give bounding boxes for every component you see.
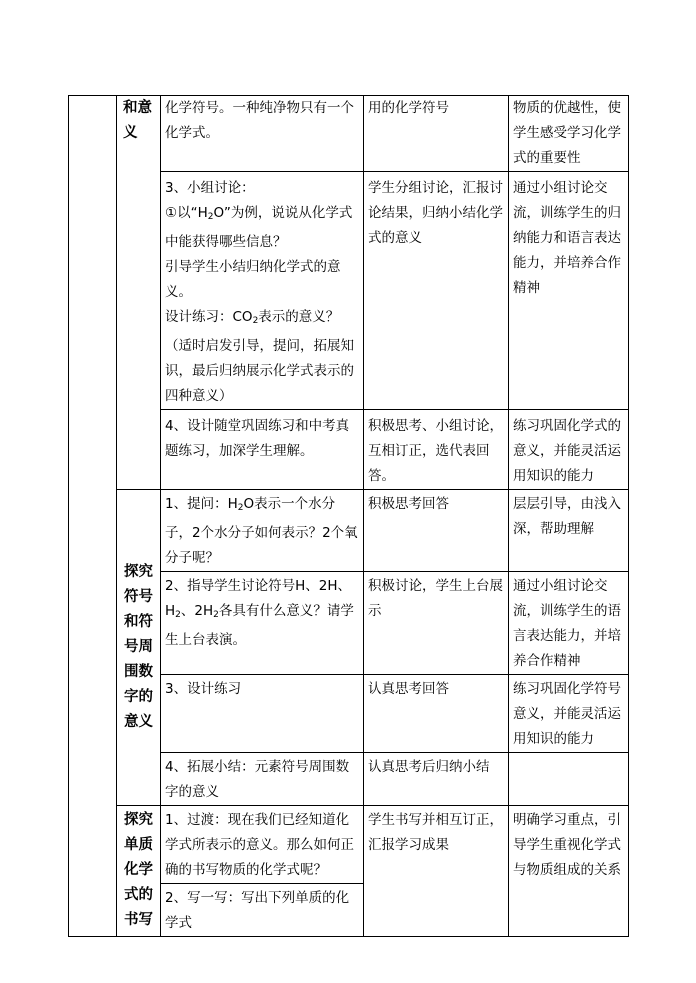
design-intent-cell xyxy=(509,572,629,675)
cell-text: 积极思考、小组讨论，互相订正，选代表回答。 xyxy=(368,418,503,484)
subscript: 2 xyxy=(207,212,214,222)
text-part: 表示的意义？（适时启发引导，提问，拓展知识，最后归纳展示化学式表示的四种意义） xyxy=(165,309,354,404)
cell-text: 3、小组讨论： xyxy=(165,180,255,196)
teacher-activity-cell xyxy=(161,675,364,753)
student-activity-cell xyxy=(364,96,509,172)
student-activity-cell xyxy=(364,806,509,937)
cell-text: 认真思考回答 xyxy=(368,681,449,697)
text-part: 各具有什么意义？请学生上台表演。 xyxy=(165,603,354,648)
cell-text: 通过小组讨论交流，训练学生的归纳能力和语言表达能力，并培养合作精神 xyxy=(513,180,621,296)
text-part: 2、指导学生讨论符号H、2H、H xyxy=(165,578,351,619)
subscript: 2 xyxy=(237,503,244,513)
cell-text: 学生分组讨论，汇报讨论结果，归纳小结化学式的意义 xyxy=(368,180,503,246)
design-intent-cell xyxy=(509,410,629,490)
teacher-activity-cell xyxy=(161,572,364,675)
design-intent-cell xyxy=(509,753,629,806)
cell-text: 物质的优越性，使学生感受学习化学式的重要性 xyxy=(513,100,621,166)
cell-text: 层层引导，由浅入深，帮助理解 xyxy=(513,496,621,537)
cell-text xyxy=(165,201,359,255)
student-activity-cell xyxy=(364,410,509,490)
cell-text: 3、设计练习 xyxy=(165,681,242,697)
student-activity-cell xyxy=(364,172,509,410)
cell-text: 1、过渡：现在我们已经知道化学式所表示的意义。那么如何正确的书写物质的化学式呢？ xyxy=(165,812,354,878)
text-part: 、2H xyxy=(180,603,214,619)
section-label-meaning xyxy=(117,96,161,490)
section-label-text: 探究符号和符号周围数字的意义 xyxy=(124,564,153,730)
cell-text: 认真思考后归纳小结 xyxy=(368,759,490,775)
design-intent-cell xyxy=(509,172,629,410)
cell-text: 4、拓展小结：元素符号周围数字的意义 xyxy=(165,759,350,800)
teacher-activity-cell xyxy=(161,806,364,884)
text-part: O”为例，说说从化学式中能获得哪些信息？ xyxy=(165,205,353,250)
subscript: 2 xyxy=(213,610,219,620)
text-part: 设计练习：CO xyxy=(165,309,253,325)
cell-text: 用的化学符号 xyxy=(368,100,449,116)
table-row xyxy=(69,490,629,572)
section-label-text: 和意义 xyxy=(123,100,152,141)
cell-text: 练习巩固化学式的意义，并能灵活运用知识的能力 xyxy=(513,418,621,484)
teacher-activity-cell xyxy=(161,753,364,806)
cell-text xyxy=(165,305,359,409)
section-label-writing xyxy=(117,806,161,937)
teacher-activity-cell xyxy=(161,96,364,172)
table-row xyxy=(69,806,629,884)
text-part: ①以“H xyxy=(165,205,208,221)
cell-text: 2、写一写：写出下列单质的化学式 xyxy=(165,890,350,931)
teacher-activity-cell xyxy=(161,172,364,410)
subscript: 2 xyxy=(252,316,259,326)
cell-text: 通过小组讨论交流，训练学生的语言表达能力，并培养合作精神 xyxy=(513,578,621,669)
text-part: 1、提问：H xyxy=(165,496,238,512)
teacher-activity-cell xyxy=(161,884,364,937)
cell-text: 积极思考回答 xyxy=(368,496,449,512)
student-activity-cell xyxy=(364,675,509,753)
teacher-activity-cell xyxy=(161,490,364,572)
cell-text: 引导学生小结归纳化学式的意义。 xyxy=(165,259,341,300)
section-label-symbols xyxy=(117,490,161,806)
subscript: 2 xyxy=(175,610,181,620)
table-row xyxy=(69,96,629,172)
text-part: O表示一个水分子，2个水分子如何表示？2个氧分子呢？ xyxy=(165,496,358,566)
cell-text: 学生书写并相互订正，汇报学习成果 xyxy=(368,812,503,853)
design-intent-cell xyxy=(509,490,629,572)
cell-text: 明确学习重点，引导学生重视化学式与物质组成的关系 xyxy=(513,812,621,878)
design-intent-cell xyxy=(509,806,629,937)
teacher-activity-cell xyxy=(161,410,364,490)
design-intent-cell xyxy=(509,675,629,753)
section-label-text: 探究单质化学式的书写 xyxy=(124,812,153,928)
design-intent-cell xyxy=(509,96,629,172)
student-activity-cell xyxy=(364,490,509,572)
cell-text: 积极讨论，学生上台展示 xyxy=(368,578,503,619)
student-activity-cell xyxy=(364,753,509,806)
stage-column-cell xyxy=(69,96,117,937)
lesson-plan-table xyxy=(68,95,629,937)
cell-text: 练习巩固化学符号意义，并能灵活运用知识的能力 xyxy=(513,681,621,747)
cell-text: 化学符号。一种纯净物只有一个化学式。 xyxy=(165,100,354,141)
student-activity-cell xyxy=(364,572,509,675)
cell-text: 4、设计随堂巩固练习和中考真题练习，加深学生理解。 xyxy=(165,418,350,459)
